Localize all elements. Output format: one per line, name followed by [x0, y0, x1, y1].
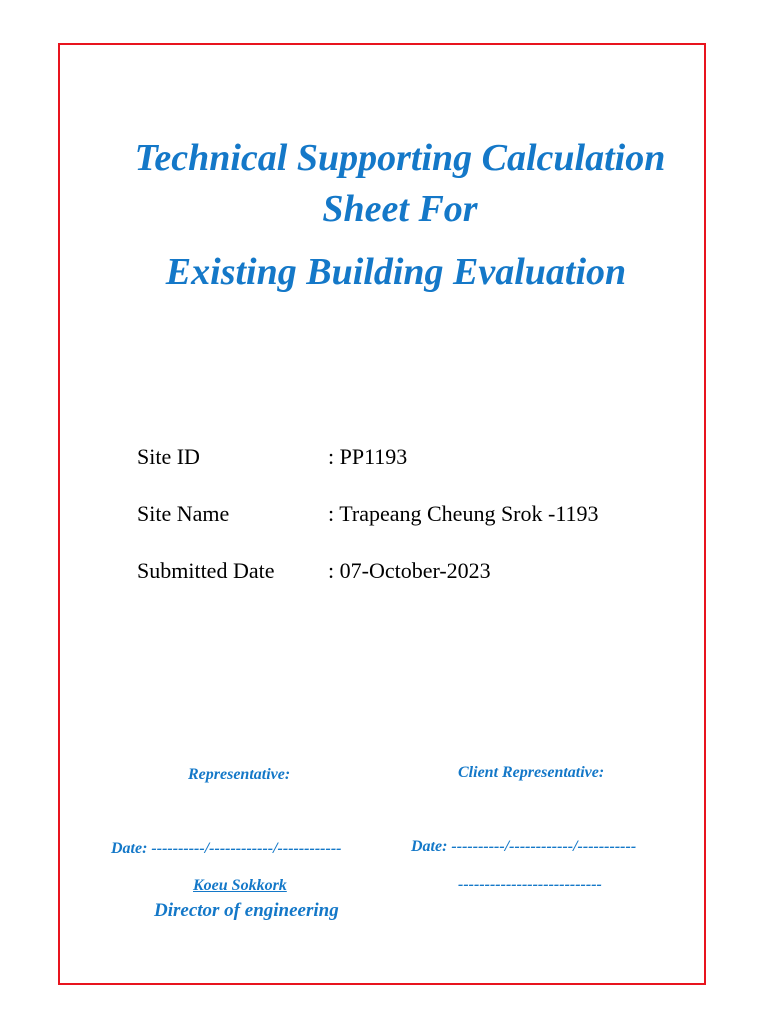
document-title-line-1: Technical Supporting Calculation: [134, 137, 666, 179]
representative-date-line: Date: ----------/------------/------------: [111, 840, 342, 857]
signer-name: Koeu Sokkork: [193, 877, 287, 894]
site-id-label: Site ID: [137, 444, 200, 469]
site-id-value: : PP1193: [328, 444, 408, 469]
signer-title: Director of engineering: [154, 900, 339, 921]
site-name-value: : Trapeang Cheung Srok -1193: [328, 501, 599, 526]
document-title-line-2: Sheet For: [322, 188, 478, 230]
client-signature-line: ---------------------------: [458, 876, 602, 893]
client-representative-label: Client Representative:: [458, 764, 605, 781]
representative-label: Representative:: [188, 766, 291, 783]
document-subtitle: Existing Building Evaluation: [165, 251, 627, 293]
submitted-date-value: : 07-October-2023: [328, 558, 491, 583]
site-name-label: Site Name: [137, 501, 230, 526]
client-date-line: Date: ----------/------------/-----------: [411, 838, 637, 855]
submitted-date-label: Submitted Date: [137, 558, 275, 583]
